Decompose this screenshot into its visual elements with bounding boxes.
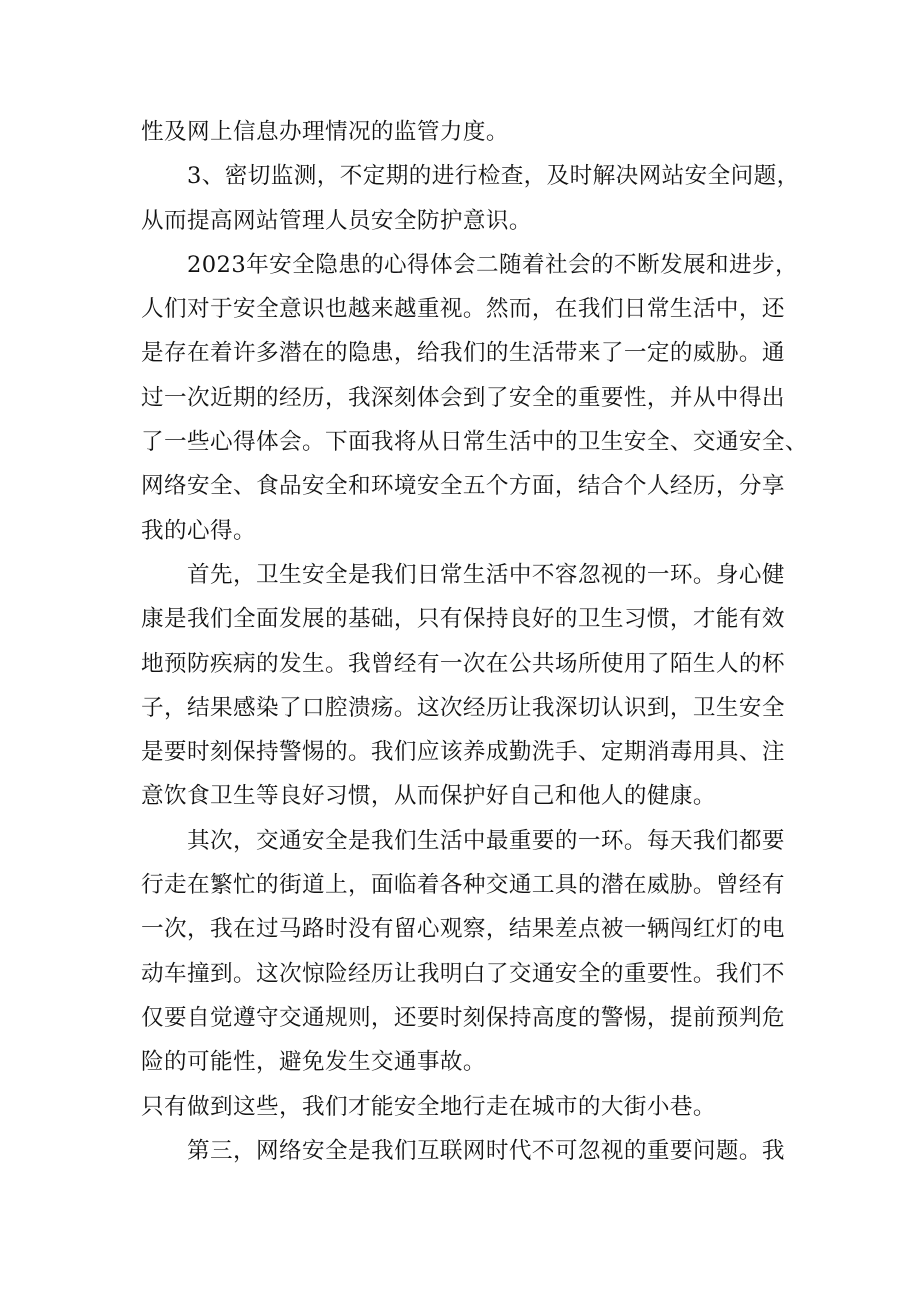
text-line: 康是我们全面发展的基础，只有保持良好的卫生习惯，才能有效 <box>141 606 785 633</box>
text-line: 行走在繁忙的街道上，面临着各种交通工具的潜在威胁。曾经有 <box>141 872 785 899</box>
text-line: 其次，交通安全是我们生活中最重要的一环。每天我们都要 <box>187 827 785 854</box>
text-line: 我的心得。 <box>141 517 256 544</box>
text-line: 3、密切监测，不定期的进行检查，及时解决网站安全问题， <box>187 163 800 190</box>
text-line: 险的可能性，避免发生交通事故。 <box>141 1049 486 1076</box>
text-line: 仅要自觉遵守交通规则，还要时刻保持高度的警惕，提前预判危 <box>141 1004 785 1031</box>
text-line: 过一次近期的经历，我深刻体会到了安全的重要性，并从中得出 <box>141 384 785 411</box>
text-line: 是存在着许多潜在的隐患，给我们的生活带来了一定的威胁。通 <box>141 340 785 367</box>
document-body <box>141 110 808 1173</box>
text-line: 意饮食卫生等良好习惯，从而保护好自己和他人的健康。 <box>141 783 716 810</box>
text-line: 第三，网络安全是我们互联网时代不可忽视的重要问题。我 <box>187 1137 785 1164</box>
text-line: 动车撞到。这次惊险经历让我明白了交通安全的重要性。我们不 <box>141 960 785 987</box>
text-line: 从而提高网站管理人员安全防护意识。 <box>141 207 532 234</box>
text-line: 性及网上信息办理情况的监管力度。 <box>141 119 509 145</box>
text-line: 了一些心得体会。下面我将从日常生活中的卫生安全、交通安全、 <box>141 429 808 456</box>
text-line: 首先，卫生安全是我们日常生活中不容忽视的一环。身心健 <box>187 561 785 588</box>
text-line: 网络安全、食品安全和环境安全五个方面，结合个人经历，分享 <box>141 473 785 500</box>
text-line: 2023年安全隐患的心得体会二随着社会的不断发展和进步， <box>187 251 798 278</box>
text-line: 人们对于安全意识也越来越重视。然而，在我们日常生活中，还 <box>141 296 785 323</box>
text-line: 是要时刻保持警惕的。我们应该养成勤洗手、定期消毒用具、注 <box>141 739 785 766</box>
text-line: 一次，我在过马路时没有留心观察，结果差点被一辆闯红灯的电 <box>141 916 785 943</box>
text-line: 只有做到这些，我们才能安全地行走在城市的大街小巷。 <box>141 1093 716 1120</box>
text-line: 地预防疾病的发生。我曾经有一次在公共场所使用了陌生人的杯 <box>141 650 785 677</box>
text-line: 子，结果感染了口腔溃疡。这次经历让我深切认识到，卫生安全 <box>141 694 785 721</box>
